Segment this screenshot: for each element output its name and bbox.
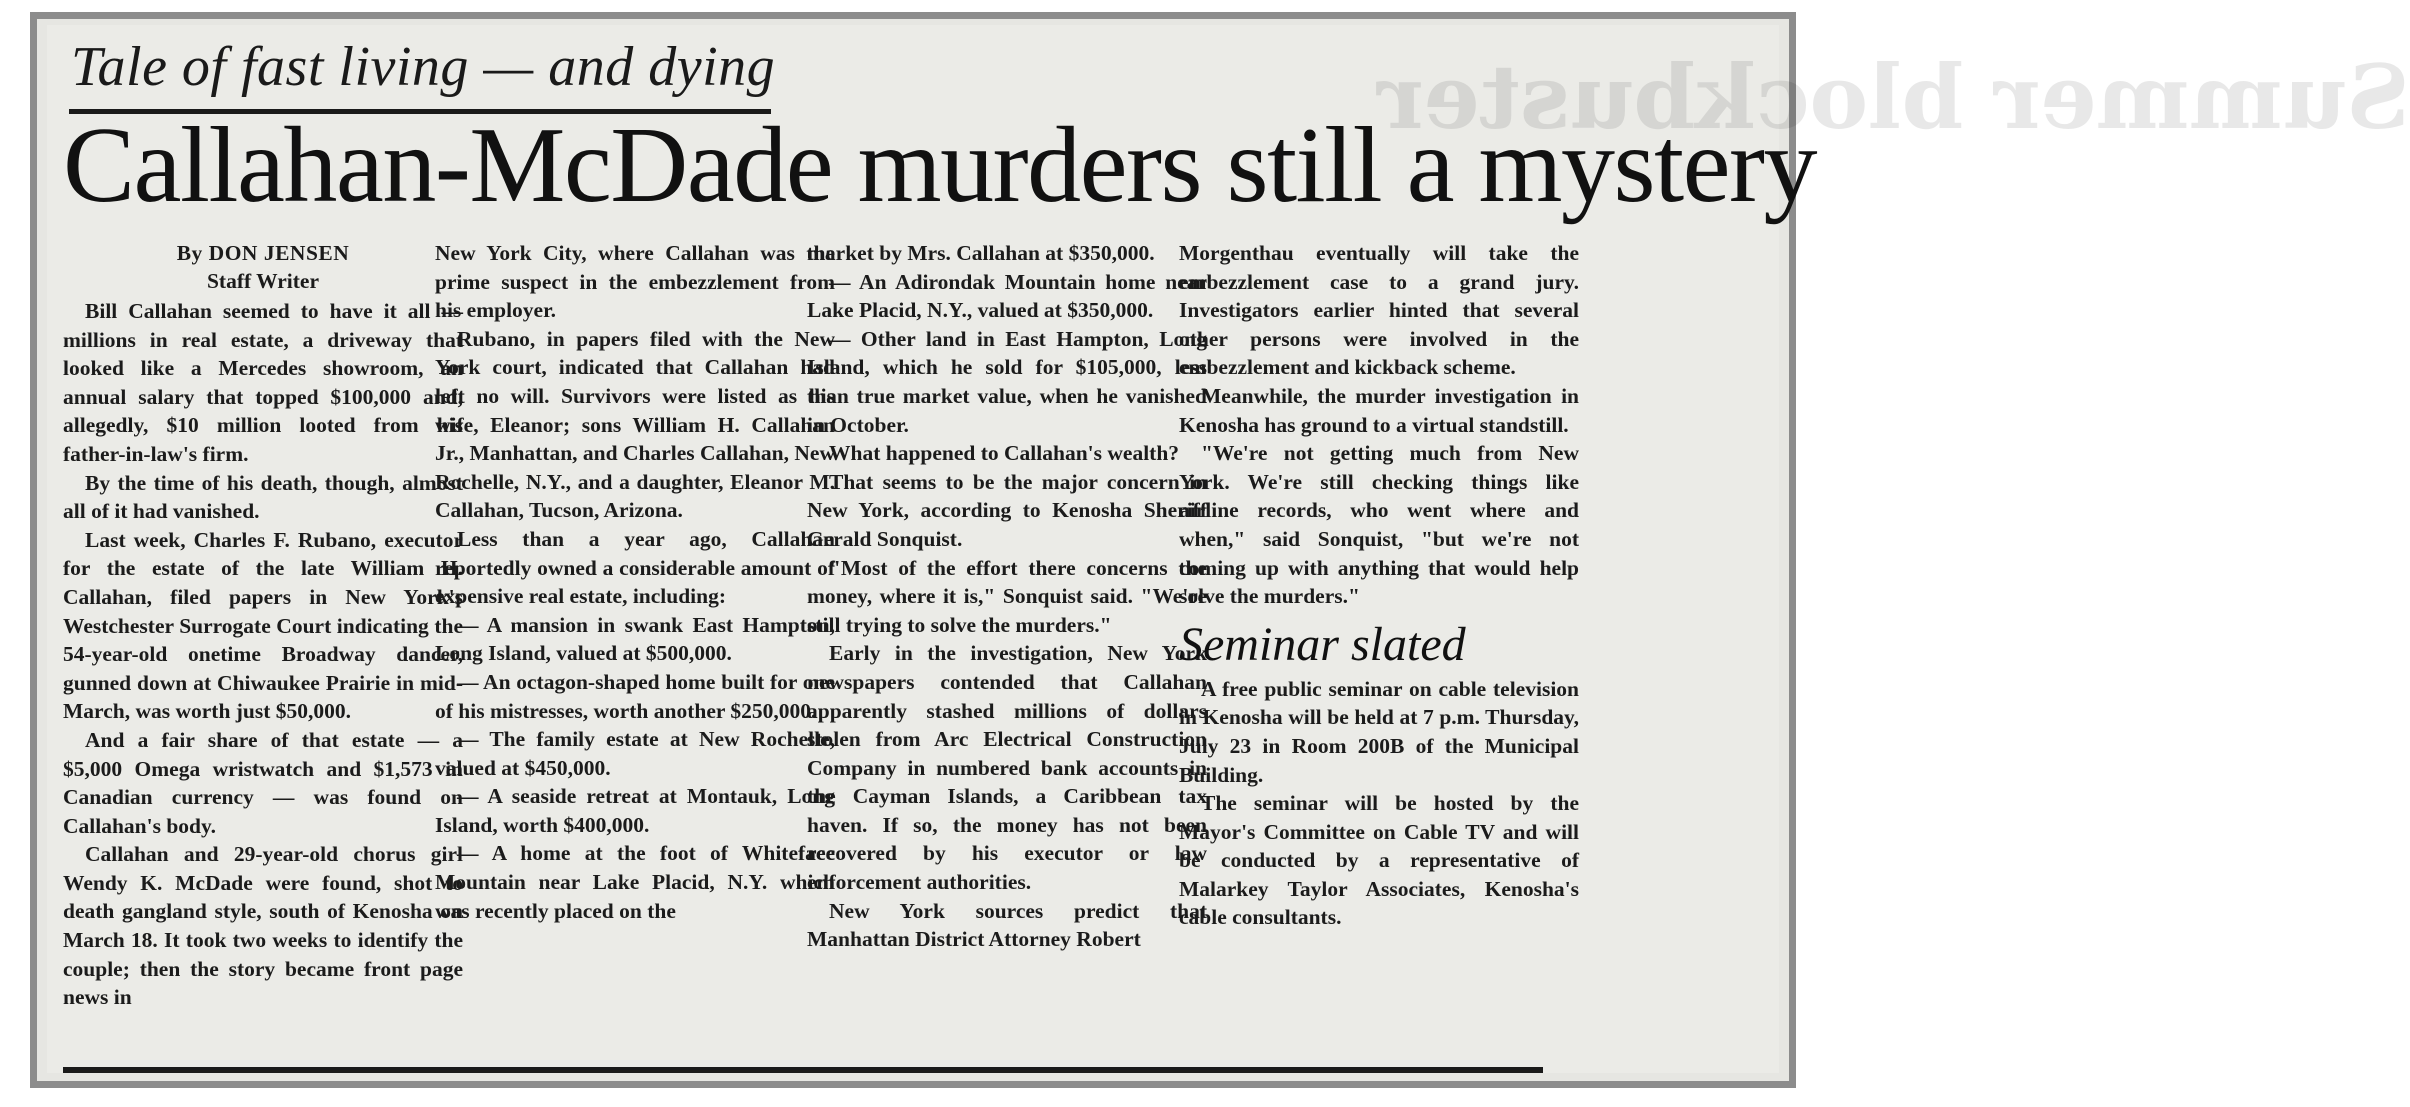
paragraph: Bill Callahan seemed to have it all — millions in real estate, a driveway that looked like a Mercedes showroom, an annual salary that topped $100,000 and, allegedly, $10 million looted from his father-in-law's firm. bbox=[63, 299, 463, 466]
column-2 bbox=[435, 239, 835, 925]
paragraph: Last week, Charles F. Rubano, executor for the estate of the late William H. Callahan, filed papers in New York's Westchester Surrogate Court indicating the 54-year-old onetime Broadway dancer, gunned down at Chiwaukee Prairie in mid-March, was worth just $50,000. bbox=[63, 527, 463, 724]
newspaper-clipping bbox=[47, 25, 2410, 1073]
kicker: Tale of fast living — and dying bbox=[71, 36, 776, 98]
paragraph: — The family estate at New Rochelle, valued at $450,000. bbox=[435, 727, 835, 780]
paragraph: And a fair share of that estate — a $5,000 Omega wristwatch and $1,573 in Canadian currency — was found on Callahan's body. bbox=[63, 727, 463, 838]
byline bbox=[63, 239, 463, 295]
sidebar-title: Seminar slated bbox=[1179, 617, 1466, 671]
paragraph: By the time of his death, though, almost all of it had vanished. bbox=[63, 470, 463, 524]
paragraph: — Other land in East Hampton, Long Island, which he sold for $105,000, less than true market value, when he vanished in October. bbox=[807, 326, 1207, 437]
paragraph: Morgenthau eventually will take the embezzlement case to a grand jury. Investigators earlier hinted that several other persons were involved in the embezzlement and kickback scheme. bbox=[1179, 241, 1579, 380]
headline: Callahan-McDade murders still a mystery bbox=[63, 106, 1816, 225]
paragraph: Rubano, in papers filed with the New York court, indicated that Callahan had left no will. Survivors were listed as his wife, Eleanor; sons William H. Callahan Jr., Manhattan, and Charles Callahan, New Rochelle, N.Y., and a daughter, Eleanor M. Callahan, Tucson, Arizona. bbox=[435, 326, 835, 523]
sidebar-paragraph: The seminar will be hosted by the Mayor's Committee on Cable TV and will be conducted by a representative of Malarkey Taylor Associates, Kenosha's cable consultants. bbox=[1179, 791, 1579, 930]
byline-role: Staff Writer bbox=[206, 269, 320, 293]
paragraph: Meanwhile, the murder investigation in Kenosha has ground to a virtual standstill. bbox=[1179, 383, 1579, 437]
byline-name: By DON JENSEN bbox=[176, 241, 350, 265]
paragraph: — An octagon-shaped home built for one of his mistresses, worth another $250,000. bbox=[435, 669, 835, 723]
paragraph: Callahan and 29-year-old chorus girl Wendy K. McDade were found, shot to death gangland style, south of Kenosha on March 18. It took two weeks to identify the couple; then the story became front page news in bbox=[63, 842, 463, 1010]
paragraph: Early in the investigation, New York newspapers contended that Callahan apparently stashed millions of dollars stolen from Arc Electrical Construction Company in numbered bank accounts in the Cayman Islands, a Caribbean tax haven. If so, the money has not been recovered by his executor or law enforcement authorities. bbox=[807, 641, 1207, 895]
paragraph: That seems to be the major concern in New York, according to Kenosha Sheriff Gerald Sonquist. bbox=[807, 469, 1207, 551]
paragraph: New York City, where Callahan was the prime suspect in the embezzlement from his employer. bbox=[435, 241, 835, 323]
column-3 bbox=[807, 239, 1207, 954]
paragraph: "We're not getting much from New York. We're still checking things like airline records, who went where and when," said Sonquist, "but we're not coming up with anything that would help solve the murders." bbox=[1179, 441, 1579, 609]
clipping-frame bbox=[30, 12, 2410, 1088]
bottom-rule bbox=[63, 1067, 1543, 1073]
bleed-through-text-image: Summer blockbuster bbox=[1377, 45, 2410, 149]
paragraph: — An Adirondak Mountain home near Lake Placid, N.Y., valued at $350,000. bbox=[807, 269, 1207, 323]
column-1 bbox=[63, 239, 463, 1012]
paragraph: New York sources predict that Manhattan District Attorney Robert bbox=[807, 898, 1207, 952]
paragraph: "Most of the effort there concerns the money, where it is," Sonquist said. "We're still trying to solve the murders." bbox=[807, 555, 1207, 637]
paragraph: — A mansion in swank East Hampton, Long Island, valued at $500,000. bbox=[435, 612, 835, 666]
sidebar-paragraph: A free public seminar on cable television in Kenosha will be held at 7 p.m. Thursday, July 23 in Room 200B of the Municipal Building. bbox=[1179, 676, 1579, 787]
paragraph: Less than a year ago, Callahan reportedly owned a considerable amount of expensive real estate, including: bbox=[435, 526, 835, 609]
paragraph: — A home at the foot of Whiteface Mountain near Lake Placid, N.Y. which was recently placed on the bbox=[435, 841, 835, 923]
paragraph: What happened to Callahan's wealth? bbox=[829, 441, 1180, 466]
column-4 bbox=[1179, 239, 1579, 932]
paragraph: — A seaside retreat at Montauk, Long Island, worth $400,000. bbox=[435, 784, 835, 837]
paragraph: market by Mrs. Callahan at $350,000. bbox=[807, 241, 1155, 265]
